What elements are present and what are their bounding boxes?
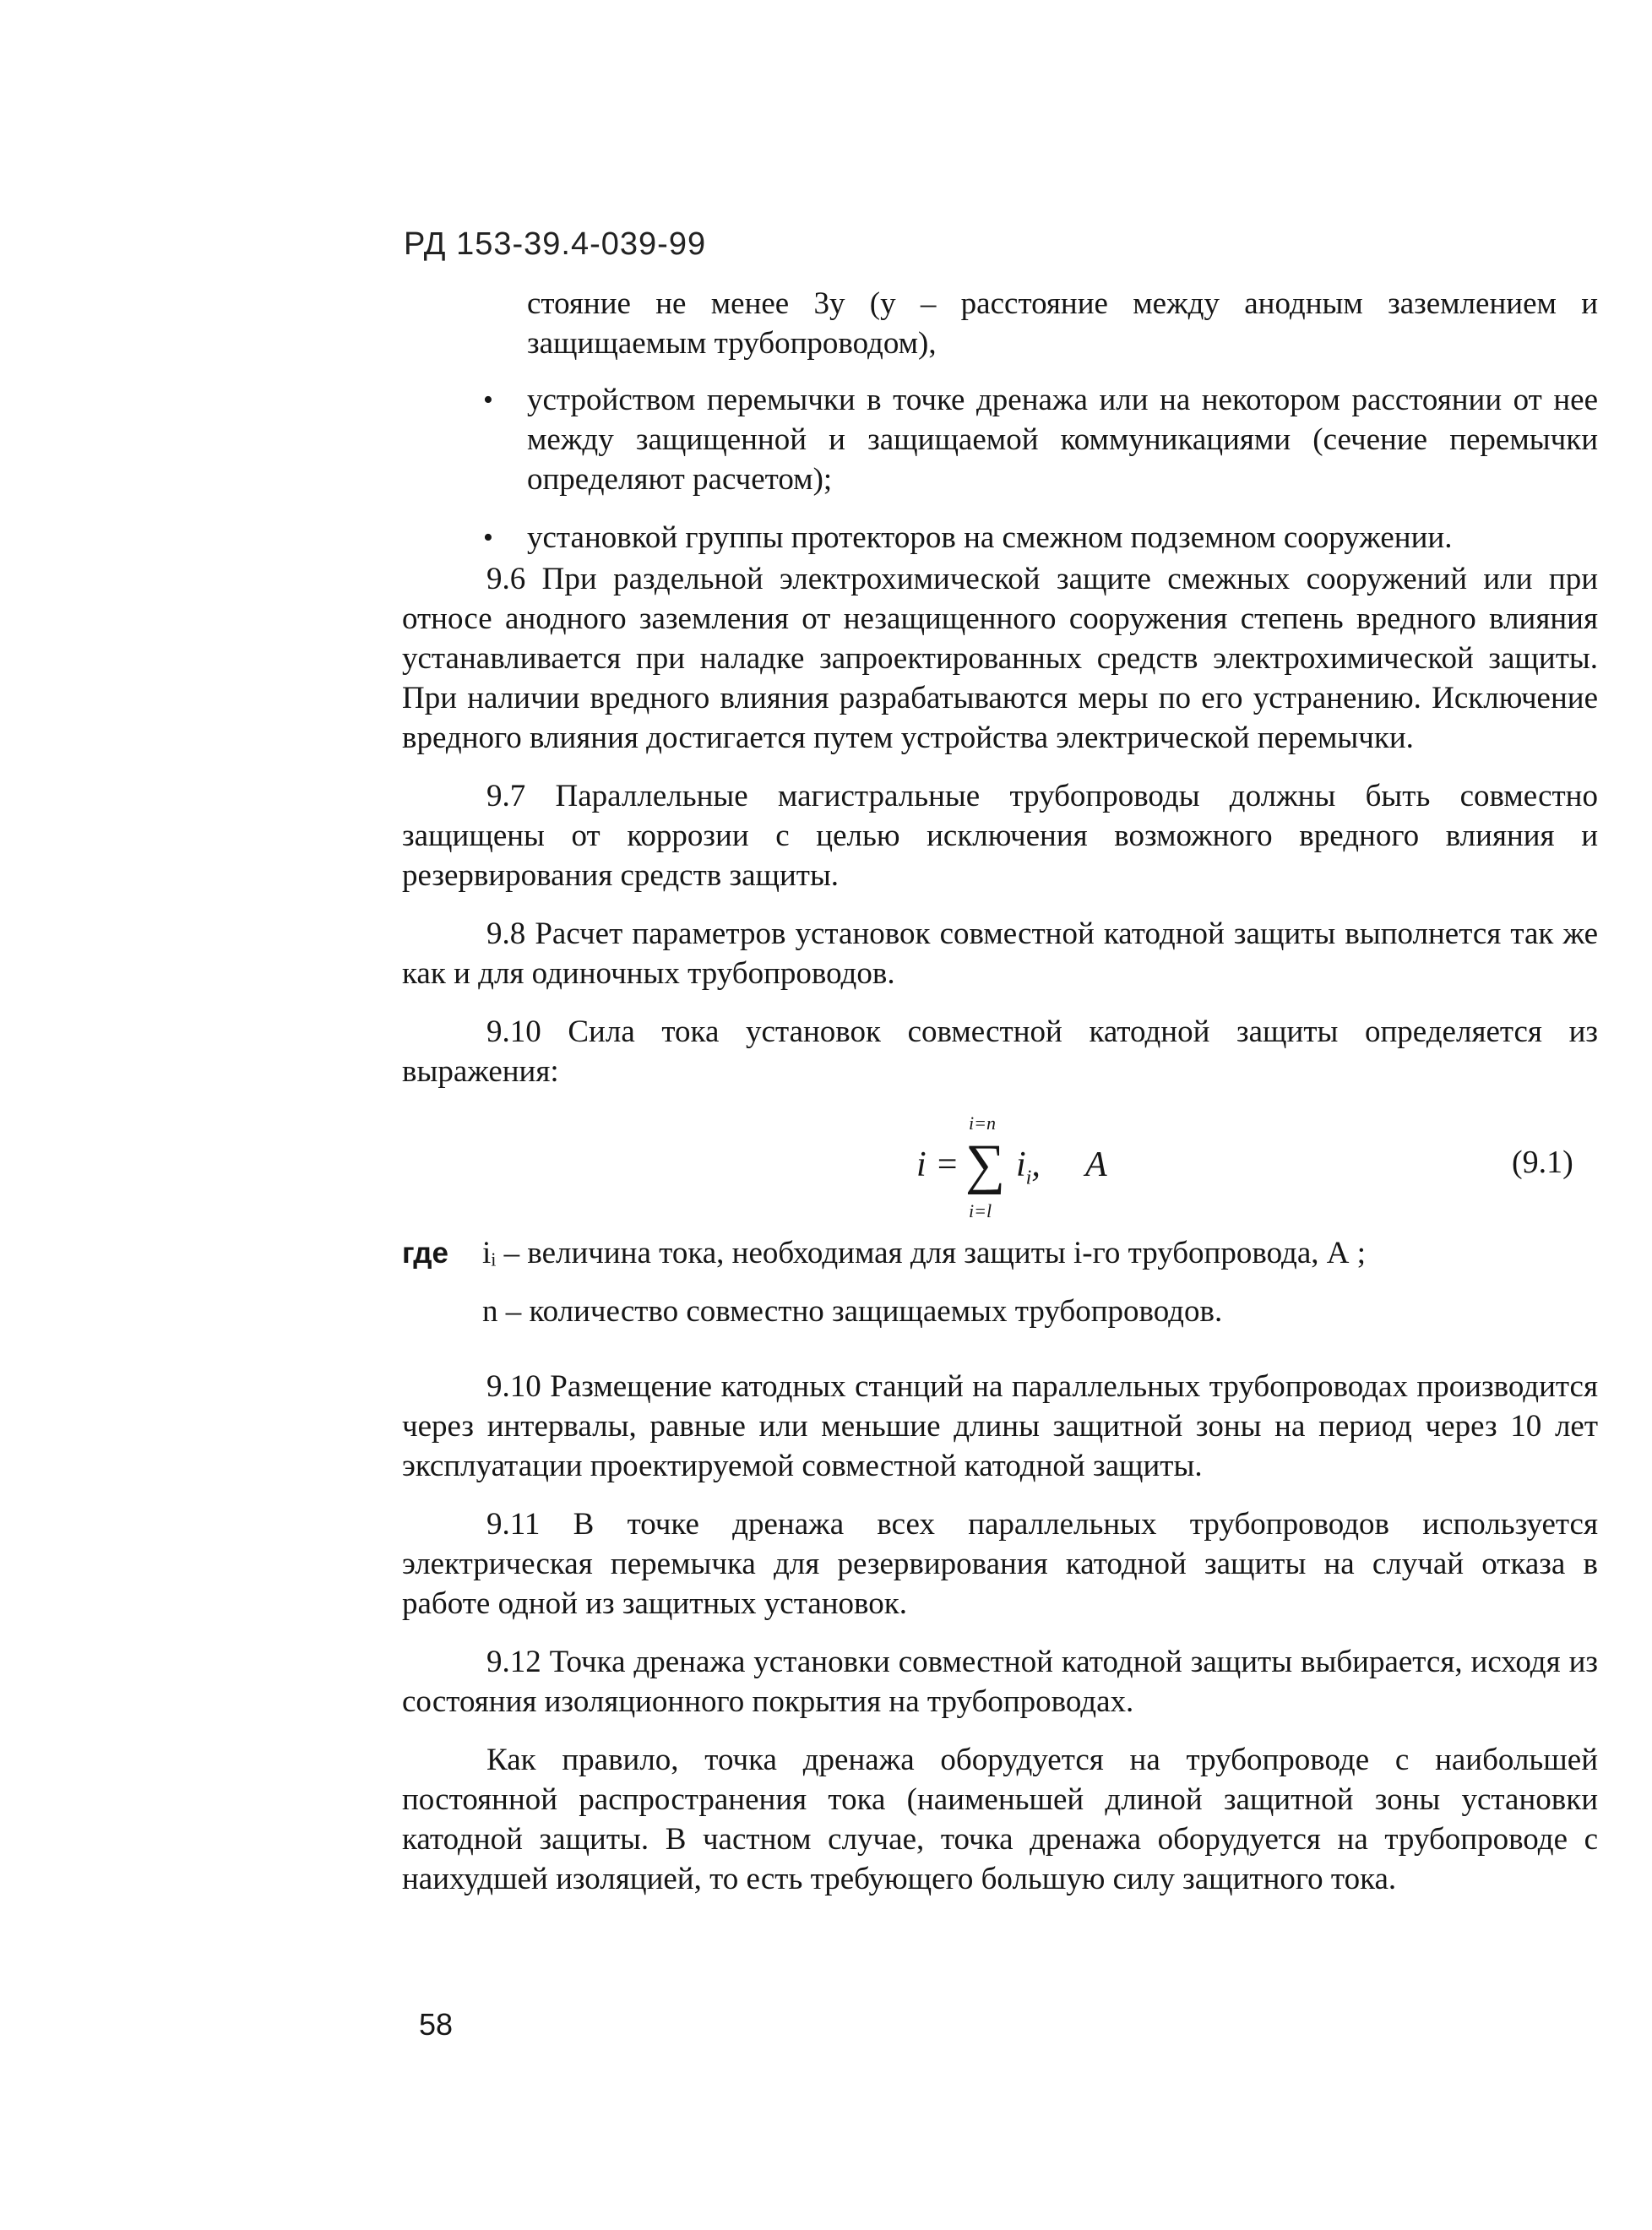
formula-upper-limit: i=n xyxy=(969,1112,996,1134)
paragraph-rule: Как правило, точка дренажа оборудуется на трубопроводе с наибольшей постоянной распространения тока (наименьшей длиной защитной зоны установки катодной защиты. В частном случае, точка дренажа оборудуется на трубопроводе с наихудшей изоляцией, то есть требующего большую силу защитного тока. xyxy=(402,1743,1598,1896)
continued-text xyxy=(527,284,1598,363)
where-definition: iᵢ – величина тока, необходимая для защиты i-го трубопровода, А ; xyxy=(482,1236,1367,1270)
paragraph-9-10-current: 9.10 Сила тока установок совместной катодной защиты определяется из выражения: xyxy=(402,1014,1598,1089)
body-text-bottom xyxy=(402,1367,1598,1899)
where-row xyxy=(402,1233,1601,1273)
sum-symbol: ∑ xyxy=(965,1134,1006,1195)
bullet-item xyxy=(483,380,1598,499)
equation-number: (9.1) xyxy=(1512,1145,1573,1180)
where-block xyxy=(402,1233,1601,1350)
paragraph-9-11: 9.11 В точке дренажа всех параллельных трубопроводов используется электрическая перемычка для резервирования катодной защиты на случай отказа в работе одной из защитных установок. xyxy=(402,1507,1598,1621)
body-text-top xyxy=(402,559,1598,1091)
bullet-icon: • xyxy=(483,384,493,416)
bullet-list xyxy=(483,380,1598,576)
paragraph-9-8: 9.8 Расчет параметров установок совместной катодной защиты выполнется так же как и для одиночных трубопроводов. xyxy=(402,916,1598,991)
paragraph-9-12: 9.12 Точка дренажа установки совместной катодной защиты выбирается, исходя из состояния изоляционного покрытия на трубопроводах. xyxy=(402,1645,1598,1719)
page-number: 58 xyxy=(419,2007,454,2042)
where-definition: n – количество совместно защищаемых трубопроводов. xyxy=(482,1294,1223,1329)
paragraph-9-10-placement: 9.10 Размещение катодных станций на параллельных трубопроводах производится через интервалы, равные или меньшие длины защитной зоны на период через 10 лет эксплуатации проектируемой совместной катодной защиты. xyxy=(402,1369,1598,1483)
formula-term: $i_i$, xyxy=(1016,1145,1041,1189)
formula-lhs: i = xyxy=(916,1145,959,1184)
where-row xyxy=(402,1292,1601,1331)
formula-9-1 xyxy=(916,1112,1136,1221)
bullet-text: установкой группы протекторов на смежном подземном сооружении. xyxy=(527,520,1453,555)
formula-unit: A xyxy=(1085,1145,1107,1184)
where-label: где xyxy=(402,1237,448,1270)
bullet-text: устройством перемычки в точке дренажа или на некотором расстоянии от нее между защищенной и защищаемой коммуникациями (сечение перемычки определяют расчетом); xyxy=(527,383,1598,497)
bullet-item xyxy=(483,518,1598,558)
bullet-icon: • xyxy=(483,522,493,553)
formula-term-subscript: i xyxy=(1025,1167,1032,1189)
formula-lower-limit: i=l xyxy=(969,1200,992,1221)
document-header: РД 153-39.4-039-99 xyxy=(404,226,707,262)
continued-paragraph: стояние не менее 3y (y – расстояние между анодным заземлением и защищаемым трубопроводом), xyxy=(527,286,1598,361)
paragraph-9-7: 9.7 Параллельные магистральные трубопроводы должны быть совместно защищены от коррозии с целью исключения возможного вредного влияния и резервирования средств защиты. xyxy=(402,779,1598,893)
paragraph-9-6: 9.6 При раздельной электрохимической защите смежных сооружений или при относе анодного заземления от незащищенного сооружения степень вредного влияния устанавливается при наладке запроектированных средств электрохимической защиты. При наличии вредного влияния разрабатываются меры по его устранению. Исключение вредного влияния достигается путем устройства электрической перемычки. xyxy=(402,562,1598,755)
